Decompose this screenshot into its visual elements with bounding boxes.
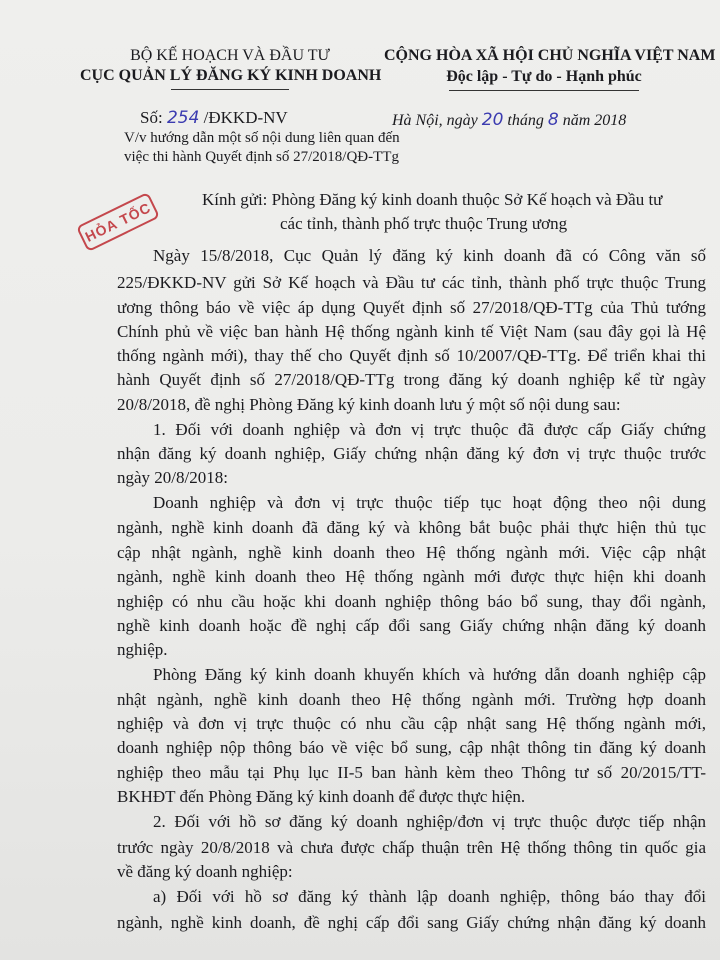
- body-line: doanh nghiệp nộp thông báo về việc bổ sung, cập nhật thông tin đăng ký doanh: [117, 738, 706, 757]
- issuing-agency: [80, 46, 380, 90]
- country-name: CỘNG HÒA XÃ HỘI CHỦ NGHĨA VIỆT NAM: [384, 47, 716, 64]
- date-prefix: Hà Nội, ngày: [392, 112, 482, 129]
- body-line: trước ngày 20/8/2018 và chưa được chấp thuận trên Hệ thống thông tin quốc gia: [117, 838, 706, 857]
- body-line: ngày 20/8/2018:: [117, 468, 228, 487]
- body-line: hành Quyết định số 27/2018/QĐ-TTg trong đăng ký doanh nghiệp kể từ ngày: [117, 370, 706, 389]
- body-line: nghề kinh doanh hoặc đề nghị cấp đổi sang Giấy chứng nhận đăng ký doanh: [117, 616, 706, 635]
- body-line: về đăng ký doanh nghiệp:: [117, 862, 293, 881]
- document-date: [392, 110, 626, 130]
- body-line: nghiệp theo mẫu tại Phụ lục II-5 ban hành kèm theo Thông tư số 20/2015/TT-: [117, 763, 706, 782]
- handwritten-day: 20: [481, 110, 504, 130]
- handwritten-month: 8: [547, 110, 559, 130]
- subject-line-1: V/v hướng dẫn một số nội dung liên quan đến: [124, 130, 400, 146]
- body-line: nhật ngành, nghề kinh doanh theo Hệ thống ngành mới. Trường hợp doanh: [117, 690, 706, 709]
- body-line: nhận đăng ký doanh nghiệp, Giấy chứng nhận đăng ký đơn vị trực thuộc trước: [117, 444, 706, 463]
- body-line: Phòng Đăng ký kinh doanh khuyến khích và hướng dẫn doanh nghiệp cập: [153, 665, 706, 684]
- body-line: cập nhật ngành, nghề kinh doanh theo Hệ thống ngành mới. Việc cập nhật: [117, 543, 706, 562]
- handwritten-number: 254: [166, 108, 200, 128]
- body-line: nghiệp và đơn vị trực thuộc có nhu cầu cập nhật sang Hệ thống ngành mới,: [117, 714, 706, 733]
- body-line: ương thông báo về việc áp dụng Quyết định số 27/2018/QĐ-TTg của Thủ tướng: [117, 298, 706, 317]
- body-line: ngành, nghề kinh doanh, đề nghị cấp đổi sang Giấy chứng nhận đăng ký doanh: [117, 913, 706, 932]
- department-name: CỤC QUẢN LÝ ĐĂNG KÝ KINH DOANH: [80, 67, 382, 84]
- body-line: ngành, nghề kinh doanh đã đăng ký và không bắt buộc phải thực hiện thủ tục: [117, 518, 706, 537]
- body-line: thống ngành mới), thay thế cho Quyết định số 10/2007/QĐ-TTg. Để triển khai thi: [117, 346, 706, 365]
- body-line: 225/ĐKKD-NV gửi Sở Kế hoạch và Đầu tư các tỉnh, thành phố trực thuộc Trung: [117, 273, 706, 292]
- body-line: 2. Đối với hồ sơ đăng ký doanh nghiệp/đơn vị trực thuộc được tiếp nhận: [153, 812, 706, 831]
- body-line: 20/8/2018, đề nghị Phòng Đăng ký kinh doanh lưu ý một số nội dung sau:: [117, 395, 621, 414]
- urgent-stamp: HỎA TỐC: [76, 192, 160, 252]
- recipient-line-2: các tỉnh, thành phố trực thuộc Trung ương: [280, 214, 568, 233]
- body-line: BKHĐT đến Phòng Đăng ký kinh doanh để được thực hiện.: [117, 787, 526, 806]
- date-suffix: năm 2018: [558, 112, 627, 129]
- recipient-block: [202, 188, 662, 236]
- date-middle: tháng: [503, 112, 548, 129]
- document-number-prefix: Số:: [140, 108, 167, 127]
- body-line: Doanh nghiệp và đơn vị trực thuộc tiếp tục hoạt động theo nội dung: [153, 493, 706, 512]
- document-number-suffix: /ĐKKD-NV: [199, 108, 288, 127]
- body-line: nghiệp có nhu cầu hoặc khi doanh nghiệp thông báo bổ sung, thay đổi ngành,: [117, 592, 706, 611]
- body-line: Ngày 15/8/2018, Cục Quản lý đăng ký kinh doanh đã có Công văn số: [153, 246, 706, 265]
- motto-underline: [449, 90, 639, 91]
- body-line: ngành, nghề kinh doanh theo Hệ thống ngành mới được thực hiện khi doanh: [117, 567, 706, 586]
- motto: Độc lập - Tự do - Hạnh phúc: [446, 68, 642, 85]
- body-line: nghiệp.: [117, 640, 168, 659]
- subject-line-2: việc thi hành Quyết định số 27/2018/QĐ-TTg: [124, 149, 399, 165]
- agency-underline: [171, 89, 289, 90]
- body-line: Chính phủ về việc ban hành Hệ thống ngành kinh tế Việt Nam (sau đây gọi là Hệ: [117, 322, 706, 341]
- body-line: a) Đối với hồ sơ đăng ký thành lập doanh nghiệp, thông báo thay đổi: [153, 887, 706, 906]
- recipient-line-1: Kính gửi: Phòng Đăng ký kinh doanh thuộc Sở Kế hoạch và Đầu tư: [202, 190, 663, 209]
- ministry-name: BỘ KẾ HOẠCH VÀ ĐẦU TƯ: [130, 47, 330, 64]
- document-number: [140, 108, 288, 128]
- document-subject: [124, 129, 400, 167]
- national-motto: [384, 46, 716, 91]
- body-line: 1. Đối với doanh nghiệp và đơn vị trực thuộc đã được cấp Giấy chứng: [153, 420, 706, 439]
